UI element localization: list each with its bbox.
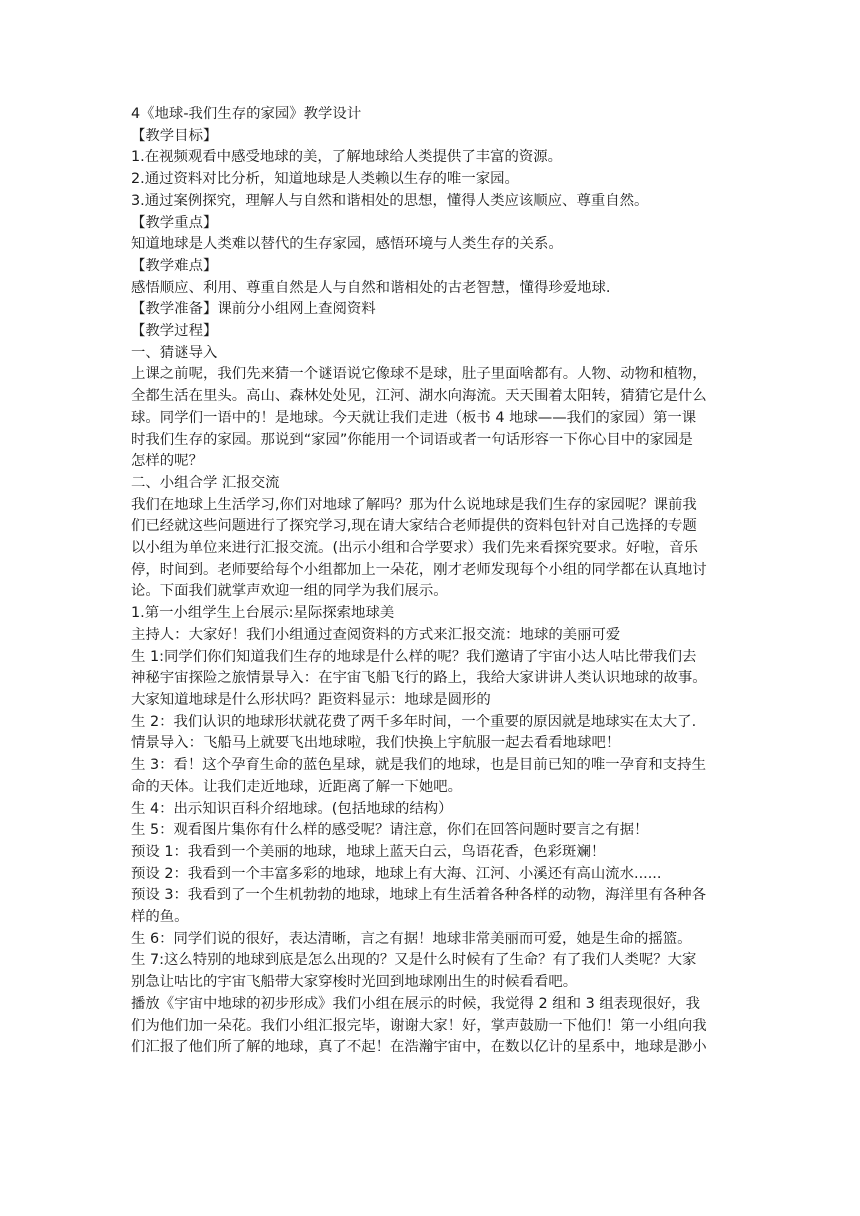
- group-heading: 1.第一小组学生上台展示:星际探索地球美: [131, 605, 395, 622]
- document-page: [131, 104, 731, 1059]
- paragraph-line: 播放《宇宙中地球的初步形成》我们小组在展示的时候，我觉得 2 组和 3 组表现很好，我: [131, 995, 701, 1012]
- host-line: 主持人：大家好！我们小组通过查阅资料的方式来汇报交流：地球的美丽可爱: [131, 626, 621, 643]
- paragraph-line: 预设 1：我看到一个美丽的地球，地球上蓝天白云，鸟语花香，色彩斑斓！: [131, 843, 606, 860]
- difficulty-heading: 【教学难点】: [131, 257, 218, 274]
- difficulty-text: 感悟顺应、利用、尊重自然是人与自然和谐相处的古老智慧，懂得珍爱地球.: [131, 279, 611, 296]
- paragraph-line: 以小组为单位来进行汇报交流。(出示小组和合学要求）我们先来看探究要求。好啦，音乐: [131, 540, 698, 557]
- paragraph-line: 们已经就这些问题进行了探究学习,现在请大家结合老师提供的资料包针对自己选择的专题: [131, 518, 697, 535]
- paragraph-line: 生 6：同学们说的很好，表达清晰，言之有据！地球非常美丽而可爱，她是生命的摇篮。: [131, 930, 692, 947]
- paragraph-line: 生 3：看！这个孕育生命的蓝色星球，就是我们的地球，也是目前已知的唯一孕育和支持生: [131, 757, 706, 774]
- paragraph-line: 预设 2：我看到一个丰富多彩的地球，地球上有大海、江河、小溪还有高山流水......: [131, 865, 662, 882]
- prep-line: 【教学准备】课前分小组网上查阅资料: [131, 301, 376, 318]
- paragraph-line: 命的天体。让我们走近地球，近距离了解一下她吧。: [131, 778, 462, 795]
- paragraph-line: 神秘宇宙探险之旅情景导入：在宇宙飞船飞行的路上，我给大家讲讲人类认识地球的故事。: [131, 670, 707, 687]
- paragraph-line: 大家知道地球是什么形状吗？距资料显示：地球是圆形的: [131, 691, 491, 708]
- paragraph-line: 预设 3：我看到了一个生机勃勃的地球，地球上有生活着各种各样的动物，海洋里有各种各: [131, 887, 706, 904]
- paragraph-line: 们汇报了他们所了解的地球，真了不起！在浩瀚宇宙中，在数以亿计的星系中，地球是渺小: [131, 1039, 707, 1056]
- paragraph-line: 我们在地球上生活学习,你们对地球了解吗？那为什么说地球是我们生存的家园呢？课前我: [131, 496, 697, 513]
- process-heading: 【教学过程】: [131, 323, 218, 340]
- paragraph-line: 样的鱼。: [131, 909, 189, 926]
- section-heading: 二、小组合学 汇报交流: [131, 474, 280, 491]
- section-heading: 一、猜谜导入: [131, 344, 218, 361]
- paragraph-line: 怎样的呢？: [131, 453, 203, 470]
- paragraph-line: 生 5：观看图片集你有什么样的感受呢？请注意，你们在回答问题时要言之有据！: [131, 822, 649, 839]
- key-text: 知道地球是人类难以替代的生存家园，感悟环境与人类生存的关系。: [131, 236, 563, 253]
- paragraph-line: 停，时间到。老师要给每个小组都加上一朵花，刚才老师发现每个小组的同学都在认真地讨: [131, 561, 707, 578]
- document-title: 4《地球-我们生存的家园》教学设计: [131, 106, 362, 122]
- goal-item: 1.在视频观看中感受地球的美，了解地球给人类提供了丰富的资源。: [131, 149, 563, 166]
- goal-item: 3.通过案例探究，理解人与自然和谐相处的思想，懂得人类应该顺应、尊重自然。: [131, 192, 649, 209]
- paragraph-line: 球。同学们一语中的！是地球。今天就让我们走进（板书 4 地球——我们的家园）第一课: [131, 409, 697, 426]
- paragraph-line: 生 7:这么特别的地球到底是怎么出现的？又是什么时候有了生命？有了我们人类呢？大家: [131, 952, 697, 969]
- goal-heading: 【教学目标】: [131, 127, 218, 144]
- paragraph-line: 时我们生存的家园。那说到“家园”你能用一个词语或者一句话形容一下你心目中的家园是: [131, 431, 693, 448]
- paragraph-line: 情景导入：飞船马上就要飞出地球啦，我们快换上宇航服一起去看看地球吧！: [131, 735, 621, 752]
- goal-item: 2.通过资料对比分析，知道地球是人类赖以生存的唯一家园。: [131, 171, 519, 188]
- paragraph-line: 生 4：出示知识百科介绍地球。(包括地球的结构）: [131, 800, 453, 817]
- paragraph-line: 上课之前呢，我们先来猜一个谜语说它像球不是球，肚子里面啥都有。人物、动物和植物，: [131, 366, 707, 383]
- key-heading: 【教学重点】: [131, 214, 218, 231]
- paragraph-line: 别急让咕比的宇宙飞船带大家穿梭时光回到地球刚出生的时候看看吧。: [131, 974, 578, 991]
- paragraph-line: 生 2：我们认识的地球形状就花费了两千多年时间，一个重要的原因就是地球实在太大了.: [131, 713, 697, 730]
- paragraph-line: 们为他们加一朵花。我们小组汇报完毕，谢谢大家！好，掌声鼓励一下他们！第一小组向我: [131, 1017, 707, 1034]
- paragraph-line: 全都生活在里头。高山、森林处处见，江河、湖水向海流。天天围着太阳转，猜猜它是什么: [131, 388, 707, 405]
- paragraph-line: 生 1:同学们你们知道我们生存的地球是什么样的呢？我们邀请了宇宙小达人咕比带我们去: [131, 648, 697, 665]
- paragraph-line: 论。下面我们就掌声欢迎一组的同学为我们展示。: [131, 583, 448, 600]
